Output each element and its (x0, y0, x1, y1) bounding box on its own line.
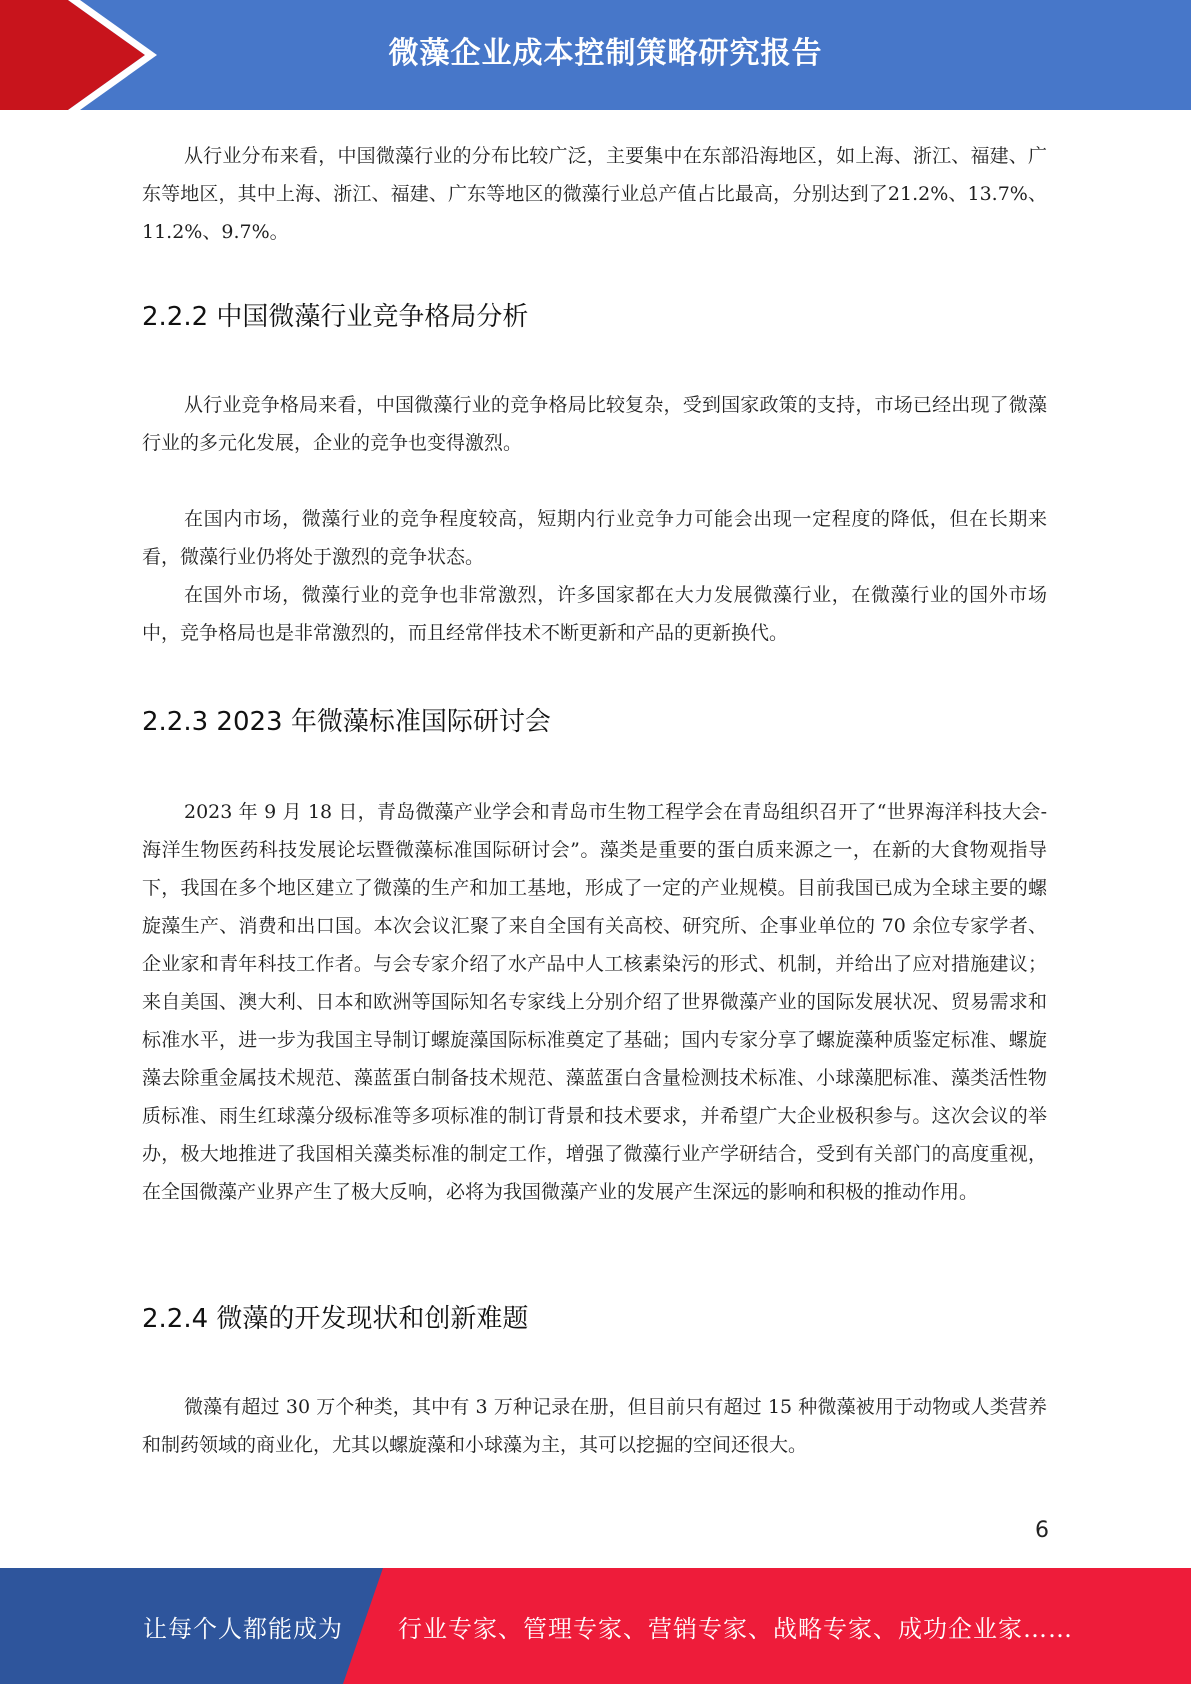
paragraph: 在国内市场，微藻行业的竞争程度较高，短期内行业竞争力可能会出现一定程度的降低，但在长期来看，微藻行业仍将处于激烈的竞争状态。 (142, 508, 1047, 568)
page-number: 6 (1035, 1518, 1049, 1543)
section-heading-2-2-3: 2.2.3 2023 年微藻标准国际研讨会 (142, 707, 551, 737)
paragraph: 在国外市场，微藻行业的竞争也非常激烈，许多国家都在大力发展微藻行业，在微藻行业的国外市场中，竞争格局也是非常激烈的，而且经常伴技术不断更新和产品的更新换代。 (142, 584, 1047, 644)
section-heading-2-2-4: 2.2.4 微藻的开发现状和创新难题 (142, 1304, 529, 1334)
paragraph: 2023 年 9 月 18 日，青岛微藻产业学会和青岛市生物工程学会在青岛组织召开了“世界海洋科技大会-海洋生物医药科技发展论坛暨微藻标准国际研讨会”。藻类是重要的蛋白质来源之一，在新的大食物观指导下，我国在多个地区建立了微藻的生产和加工基地，形成了一定的产业规模。目前我国已成为全球主要的螺旋藻生产、消费和出口国。本次会议汇聚了来自全国有关高校、研究所、企事业单位的 70 余位专家学者、企业家和青年科技工作者。与会专家介绍了水产品中人工核素染污的形式、机制，并给出了应对措施建议；来自美国、澳大利、日本和欧洲等国际知名专家线上分别介绍了世界微藻产业的国际发展状况、贸易需求和标准水平，进一步为我国主导制订螺旋藻国际标准奠定了基础；国内专家分享了螺旋藻种质鉴定标准、螺旋藻去除重金属技术规范、藻蓝蛋白制备技术规范、藻蓝蛋白含量检测技术标准、小球藻肥标准、藻类活性物质标准、雨生红球藻分级标准等多项标准的制订背景和技术要求，并希望广大企业极积参与。这次会议的举办，极大地推进了我国相关藻类标准的制定工作，增强了微藻行业产学研结合，受到有关部门的高度重视，在全国微藻产业界产生了极大反响，必将为我国微藻产业的发展产生深远的影响和积极的推动作用。 (142, 801, 1047, 1203)
intro-paragraph: 从行业分布来看，中国微藻行业的分布比较广泛，主要集中在东部沿海地区，如上海、浙江、福建、广东等地区，其中上海、浙江、福建、广东等地区的微藻行业总产值占比最高，分别达到了21.2%、13.7%、11.2%、9.7%。 (142, 145, 1047, 243)
footer-slogan-right: 行业专家、管理专家、营销专家、战略专家、成功企业家…… (398, 1614, 1073, 1643)
paragraph: 微藻有超过 30 万个种类，其中有 3 万种记录在册，但目前只有超过 15 种微藻被用于动物或人类营养和制药领域的商业化，尤其以螺旋藻和小球藻为主，其可以挖掘的空间还很大。 (142, 1396, 1047, 1456)
page-header (0, 0, 1191, 110)
section-heading-2-2-2: 2.2.2 中国微藻行业竞争格局分析 (142, 302, 529, 332)
footer-slogan-left: 让每个人都能成为 (143, 1614, 343, 1643)
paragraph: 从行业竞争格局来看，中国微藻行业的竞争格局比较复杂，受到国家政策的支持，市场已经出现了微藻行业的多元化发展，企业的竞争也变得激烈。 (142, 394, 1047, 454)
document-title: 微藻企业成本控制策略研究报告 (388, 36, 823, 71)
page-footer (0, 1568, 1191, 1684)
